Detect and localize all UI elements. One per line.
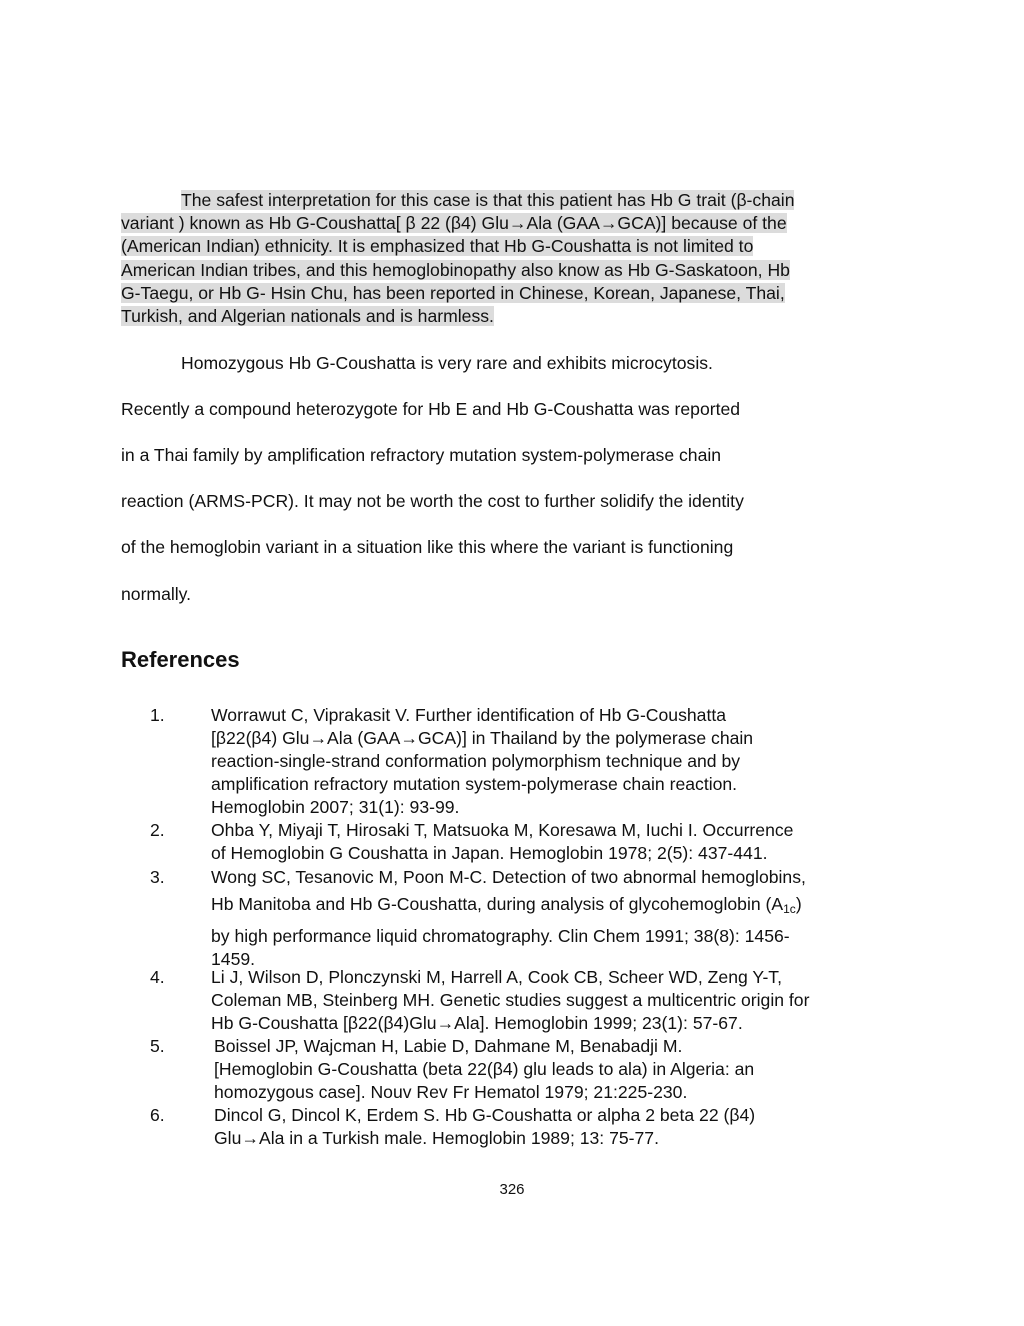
references-heading: References: [121, 647, 240, 672]
reference-line: [211, 889, 911, 925]
paragraph-line: Turkish, and Algerian nationals and is harmless.: [121, 306, 494, 327]
page-number: 326: [499, 1181, 525, 1198]
reference-number: 2.: [150, 820, 165, 840]
paragraph-line: reaction (ARMS-PCR). It may not be worth the cost to further solidify the identity: [121, 491, 744, 511]
reference-line: Dincol G, Dincol K, Erdem S. Hb G-Coushatta or alpha 2 beta 22 (β4): [214, 1105, 756, 1125]
paragraph-line: The safest interpretation for this case is that this patient has Hb G trait (β-chain: [181, 190, 795, 210]
reference-text: [211, 819, 911, 865]
paragraph-line: G-Taegu, or Hb G- Hsin Chu, has been reported in Chinese, Korean, Japanese, Thai,: [121, 282, 785, 303]
paragraph-line: (American Indian) ethnicity. It is emphasized that Hb G-Coushatta is not limited to: [121, 236, 754, 257]
paragraph-line: Recently a compound heterozygote for Hb E and Hb G-Coushatta was reported: [121, 399, 741, 419]
reference-line: Glu→Ala in a Turkish male. Hemoglobin 1989; 13: 75-77.: [214, 1128, 659, 1148]
paragraph-line: normally.: [121, 584, 192, 604]
paragraph-line: in a Thai family by amplification refractory mutation system-polymerase chain: [121, 445, 722, 465]
reference-line: of Hemoglobin G Coushatta in Japan. Hemoglobin 1978; 2(5): 437-441.: [211, 843, 768, 863]
reference-text: [211, 866, 911, 971]
paragraph-line: American Indian tribes, and this hemoglobinopathy also know as Hb G-Saskatoon, Hb: [121, 259, 790, 280]
reference-text: [214, 1104, 914, 1150]
reference-line: homozygous case]. Nouv Rev Fr Hematol 1979; 21:225-230.: [214, 1082, 688, 1102]
reference-line: Ohba Y, Miyaji T, Hirosaki T, Matsuoka M, Koresawa M, Iuchi I. Occurrence: [211, 820, 794, 840]
reference-line: Coleman MB, Steinberg MH. Genetic studies suggest a multicentric origin for: [211, 990, 810, 1010]
reference-line: Hb G-Coushatta [β22(β4)Glu→Ala]. Hemoglobin 1999; 23(1): 57-67.: [211, 1013, 743, 1033]
reference-line-text: Hb Manitoba and Hb G-Coushatta, during analysis of glycohemoglobin (A: [211, 894, 784, 914]
reference-text: [214, 1035, 914, 1104]
reference-number: 6.: [150, 1105, 165, 1125]
paragraph-line: of the hemoglobin variant in a situation like this where the variant is functioning: [121, 537, 734, 557]
paragraph-line: variant ) known as Hb G-Coushatta[ β 22 (β4) Glu→Ala (GAA→GCA)] because of the: [121, 213, 787, 234]
reference-line-text: ): [795, 894, 802, 914]
reference-number: 5.: [150, 1036, 165, 1056]
subscript: 1c: [783, 902, 796, 916]
paragraph-line: Homozygous Hb G-Coushatta is very rare and exhibits microcytosis.: [181, 353, 713, 373]
reference-line: [Hemoglobin G-Coushatta (beta 22(β4) glu leads to ala) in Algeria: an: [214, 1059, 755, 1079]
reference-line: by high performance liquid chromatography. Clin Chem 1991; 38(8): 1456-: [211, 926, 790, 946]
reference-number: 3.: [150, 867, 165, 887]
reference-line: Wong SC, Tesanovic M, Poon M-C. Detection of two abnormal hemoglobins,: [211, 867, 806, 887]
reference-text: [211, 704, 911, 819]
reference-line: Worrawut C, Viprakasit V. Further identification of Hb G-Coushatta: [211, 705, 727, 725]
reference-line: amplification refractory mutation system-polymerase chain reaction.: [211, 774, 738, 794]
reference-line: [β22(β4) Glu→Ala (GAA→GCA)] in Thailand by the polymerase chain: [211, 728, 754, 748]
reference-line: Boissel JP, Wajcman H, Labie D, Dahmane M, Benabadji M.: [214, 1036, 683, 1056]
reference-text: [211, 966, 911, 1035]
reference-line: reaction-single-strand conformation polymorphism technique and by: [211, 751, 741, 771]
reference-line: Hemoglobin 2007; 31(1): 93-99.: [211, 797, 460, 817]
highlighted-paragraph: [121, 189, 911, 328]
reference-line: Li J, Wilson D, Plonczynski M, Harrell A, Cook CB, Scheer WD, Zeng Y-T,: [211, 967, 782, 987]
reference-number: 1.: [150, 705, 165, 725]
reference-number: 4.: [150, 967, 165, 987]
reference-line: 1459.: [211, 949, 256, 969]
